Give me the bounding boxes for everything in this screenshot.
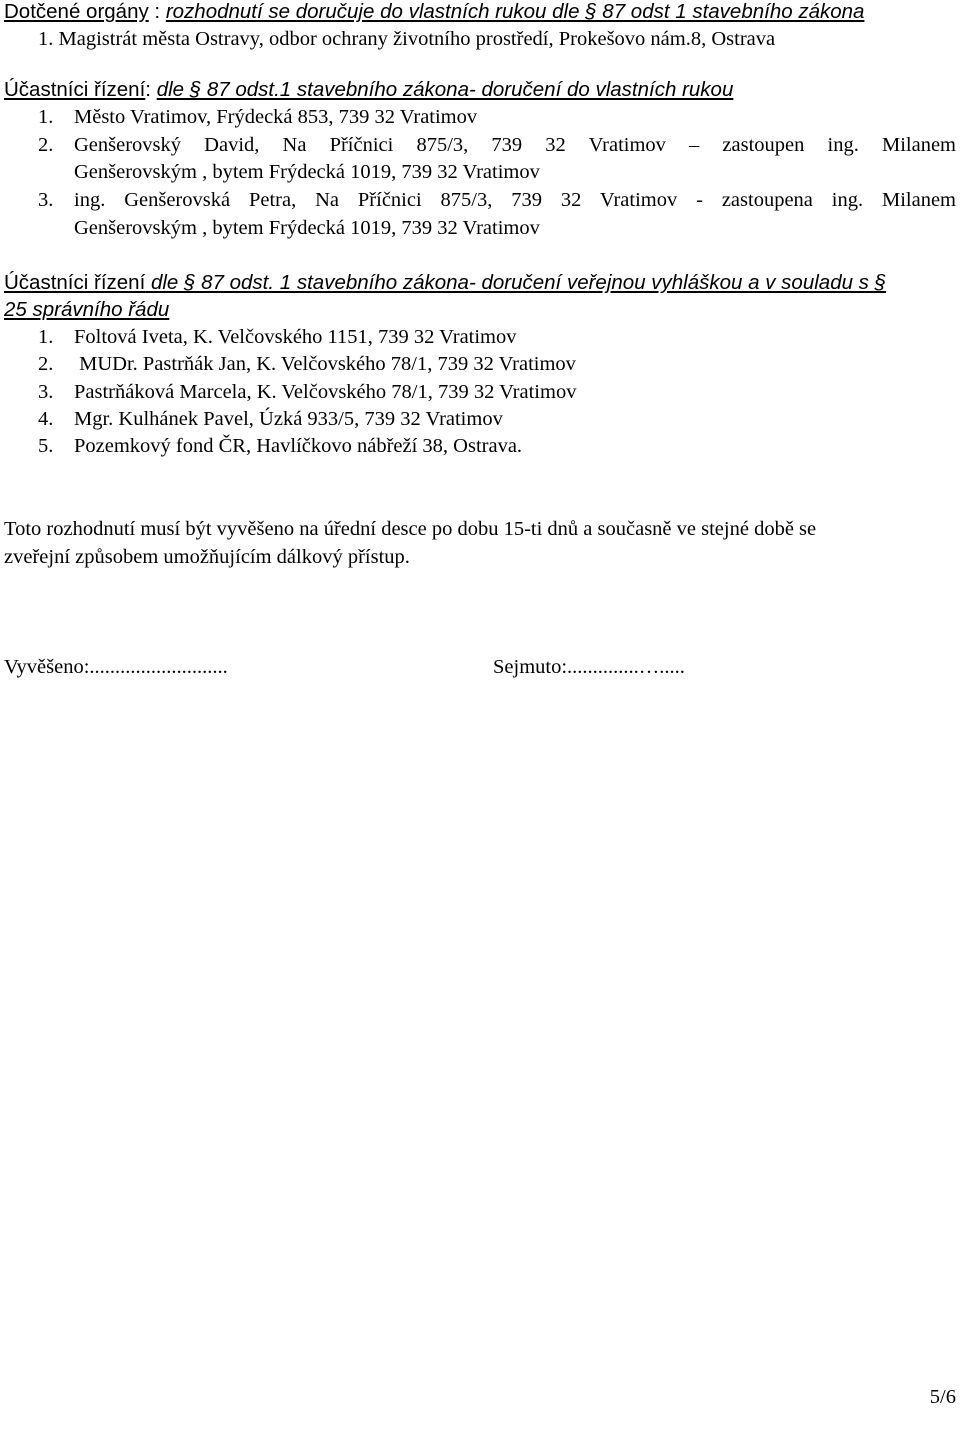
item-number: 3.: [38, 381, 54, 403]
ucastnici1-note: dle § 87 odst.1 stavebního zákona- doručení do vlastních rukou: [156, 78, 734, 101]
ucastnici1-item-3: [38, 188, 956, 212]
ucastnici1-item-3-cont: Genšerovským , bytem Frýdecká 1019, 739 32 Vratimov: [74, 217, 540, 239]
ucastnici2-heading: Účastníci řízení: [4, 271, 146, 294]
signoff-posted: Vyvěšeno:...........................: [4, 656, 228, 678]
dotcene-note: rozhodnutí se doručuje do vlastních rukou dle § 87 odst 1 stavebního zákona: [165, 0, 865, 23]
item-text: ing. Genšerovská Petra, Na Příčnici 875/3, 739 32 Vratimov - zastoupena ing. Milanem: [74, 189, 956, 211]
ucastnici1-sep: :: [145, 78, 157, 101]
item-text: Mgr. Kulhánek Pavel, Úzká 933/5, 739 32 Vratimov: [74, 408, 503, 430]
item-text: Pozemkový fond ČR, Havlíčkovo nábřeží 38, Ostrava.: [74, 435, 523, 457]
page-number: 5/6: [929, 1386, 956, 1408]
item-number: 3.: [38, 189, 54, 211]
item-number: 2.: [38, 353, 54, 375]
ucastnici1-item-1: [38, 105, 956, 129]
item-text: MUDr. Pastrňák Jan, K. Velčovského 78/1, 739 32 Vratimov: [74, 353, 576, 375]
item-number: 1.: [38, 326, 54, 348]
notice-line-2: zveřejní způsobem umožňujícím dálkový přístup.: [4, 546, 410, 568]
item-number: 1.: [38, 106, 54, 128]
item-text: Město Vratimov, Frýdecká 853, 739 32 Vratimov: [74, 106, 478, 128]
signoff-removed: Sejmuto:..............….....: [493, 656, 685, 678]
ucastnici1-item-2-cont: Genšerovským , bytem Frýdecká 1019, 739 32 Vratimov: [74, 161, 540, 183]
ucastnici2-item-5: [38, 434, 956, 458]
dotcene-header-line: [4, 0, 956, 24]
item-text: Pastrňáková Marcela, K. Velčovského 78/1, 739 32 Vratimov: [74, 381, 577, 403]
item-number: 5.: [38, 435, 54, 457]
ucastnici2-note: dle § 87 odst. 1 stavebního zákona- doručení veřejnou vyhláškou a v souladu s §: [145, 271, 887, 294]
item-text: Genšerovský David, Na Příčnici 875/3, 739 32 Vratimov – zastoupen ing. Milanem: [74, 134, 956, 156]
ucastnici1-item-2: [38, 133, 956, 157]
notice-line-1: Toto rozhodnutí musí být vyvěšeno na úřední desce po dobu 15-ti dnů a současně ve stejné době se: [4, 518, 817, 540]
ucastnici1-header-line: [4, 78, 956, 102]
dotcene-heading: Dotčené orgány: [4, 0, 149, 23]
ucastnici2-note-cont: 25 správního řádu: [4, 298, 170, 321]
item-text: Foltová Iveta, K. Velčovského 1151, 739 32 Vratimov: [74, 326, 517, 348]
dotcene-item-1: 1. Magistrát města Ostravy, odbor ochrany životního prostředí, Prokešovo nám.8, Ostrava: [38, 28, 776, 50]
ucastnici1-heading: Účastníci řízení: [4, 78, 146, 101]
item-number: 2.: [38, 134, 54, 156]
ucastnici2-item-2: [38, 352, 956, 376]
ucastnici2-item-4: [38, 407, 956, 431]
ucastnici2-item-3: [38, 380, 956, 404]
dotcene-sep: :: [148, 0, 166, 23]
item-number: 4.: [38, 408, 54, 430]
ucastnici2-item-1: [38, 325, 956, 349]
ucastnici2-header-line: [4, 271, 956, 295]
